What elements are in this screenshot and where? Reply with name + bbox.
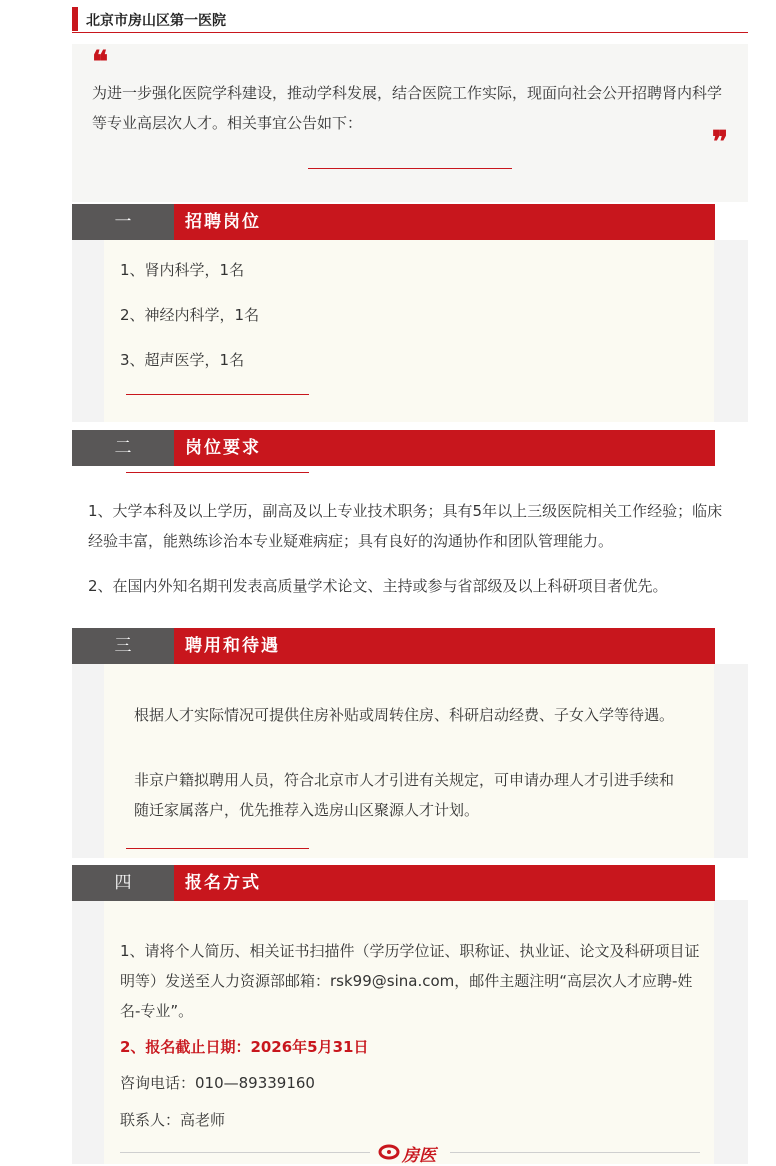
deadline-text: 2、报名截止日期：2026年5月31日: [120, 1038, 369, 1056]
footer-logo-text: 房医: [402, 1146, 436, 1166]
section-1-number: 一: [72, 204, 174, 240]
contact-person: 联系人：高老师: [120, 1111, 226, 1129]
header-accent-mark: [72, 7, 78, 31]
section-2-number: 二: [72, 430, 174, 466]
section-1-header: [72, 204, 715, 240]
position-item: 2、神经内科学，1名: [120, 306, 260, 324]
open-quote-icon: ❝: [92, 45, 109, 80]
section-3-header: [72, 628, 715, 664]
section-2-header: [72, 430, 715, 466]
position-item: 3、超声医学，1名: [120, 351, 245, 369]
application-instructions: 1、请将个人简历、相关证书扫描件（学历学位证、职称证、执业证、论文及科研项目证明等）发送至人力资源部邮箱：rsk99@sina.com，邮件主题注明“高层次人才应聘-姓名-专业”。: [120, 942, 700, 1020]
section-1-divider: [126, 394, 309, 395]
section-4-number: 四: [72, 865, 174, 901]
page-title: 北京市房山区第一医院: [86, 13, 226, 29]
section-2-divider: [126, 472, 309, 473]
section-4-title: 报名方式: [174, 865, 715, 901]
section-3-divider: [126, 848, 309, 849]
section-3-panel: [104, 664, 714, 858]
benefit-item: 非京户籍拟聘用人员，符合北京市人才引进有关规定，可申请办理人才引进手续和随迁家属落户，优先推荐入选房山区聚源人才计划。: [134, 771, 675, 819]
intro-divider: [308, 168, 512, 169]
footer-logo: [370, 1140, 450, 1164]
requirement-item: 1、大学本科及以上学历，副高及以上专业技术职务；具有5年以上三级医院相关工作经验；临床经验丰富，能熟练诊治本专业疑难病症；具有良好的沟通协作和团队管理能力。: [88, 502, 723, 550]
hospital-logo-icon: [378, 1144, 400, 1160]
intro-text: 为进一步强化医院学科建设，推动学科发展，结合医院工作实际，现面向社会公开招聘肾内科学等专业高层次人才。相关事宜公告如下：: [92, 84, 723, 132]
contact-phone: 咨询电话：010—89339160: [120, 1074, 315, 1092]
intro-block: [72, 44, 748, 202]
benefit-item: 根据人才实际情况可提供住房补贴或周转住房、科研启动经费、子女入学等待遇。: [134, 706, 675, 724]
page-header: [72, 4, 748, 33]
section-3-number: 三: [72, 628, 174, 664]
close-quote-icon: ❞: [711, 125, 728, 160]
section-1-title: 招聘岗位: [174, 204, 715, 240]
requirement-item: 2、在国内外知名期刊发表高质量学术论文、主持或参与省部级及以上科研项目者优先。: [88, 577, 668, 595]
section-3-title: 聘用和待遇: [174, 628, 715, 664]
section-2-title: 岗位要求: [174, 430, 715, 466]
section-4-header: [72, 865, 715, 901]
position-item: 1、肾内科学，1名: [120, 261, 245, 279]
